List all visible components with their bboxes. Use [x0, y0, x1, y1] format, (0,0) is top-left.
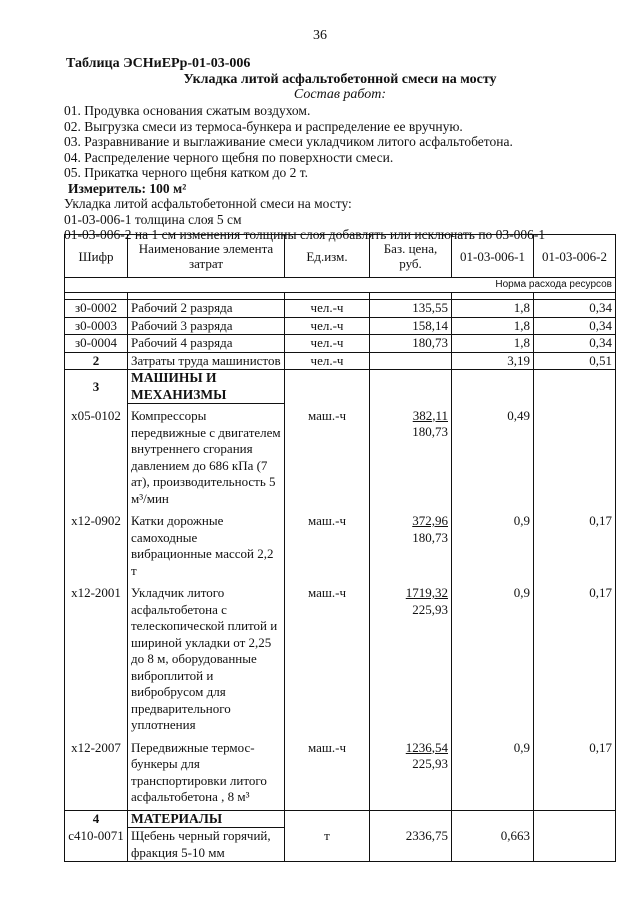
- operation-item: 04. Распределение черного щебня по поверхности смеси.: [64, 149, 394, 165]
- cell-price: 135,55: [370, 300, 452, 318]
- cell-code: з0-0003: [65, 317, 128, 335]
- cell-unit: маш.-ч: [285, 740, 370, 811]
- cell-col2: 0,17: [534, 740, 616, 811]
- price-total: 1719,32: [405, 585, 448, 600]
- cell-col1: 0,9: [452, 513, 534, 585]
- cell-price: 180,73: [370, 335, 452, 353]
- cell-col2: 0,34: [534, 335, 616, 353]
- section-code: 3: [65, 370, 128, 404]
- norm-row: [65, 278, 616, 293]
- cell-col2: 0,51: [534, 352, 616, 370]
- table-row: [65, 513, 616, 585]
- header-row: [65, 235, 616, 278]
- cell-name: Катки дорожные самоходные вибрационные массой 2,2 т: [128, 513, 285, 585]
- table-row: [65, 335, 616, 353]
- cell-price: [370, 513, 452, 585]
- header-unit: Ед.изм.: [285, 235, 370, 278]
- table-title: Таблица ЭСНиЕРр-01-03-006: [66, 56, 251, 71]
- description-line: Укладка литой асфальтобетонной смеси на мосту:: [64, 196, 352, 211]
- cell-unit: маш.-ч: [285, 585, 370, 740]
- cell-code: х12-2001: [65, 585, 128, 740]
- section-row-machines: [65, 370, 616, 404]
- cell-name: Рабочий 2 разряда: [128, 300, 285, 318]
- cell-code: 2: [65, 352, 128, 370]
- header-col2: 01-03-006-2: [534, 235, 616, 278]
- header-col1: 01-03-006-1: [452, 235, 534, 278]
- cell-unit: маш.-ч: [285, 513, 370, 585]
- cell-col1: 0,9: [452, 585, 534, 740]
- cell-col1: 0,49: [452, 404, 534, 514]
- table-row: [65, 828, 616, 862]
- cell-col2: [534, 828, 616, 862]
- cell-col1: 1,8: [452, 300, 534, 318]
- header-price: Баз. цена, руб.: [370, 235, 452, 278]
- price-wage: 225,93: [412, 601, 448, 617]
- operation-item: 02. Выгрузка смеси из термоса-бункера и распределение ее вручную.: [64, 118, 463, 134]
- cell-code: х05-0102: [65, 404, 128, 514]
- cell-price: [370, 585, 452, 740]
- price-wage: 180,73: [412, 529, 448, 545]
- operation-item: 03. Разравнивание и выглаживание смеси укладчиком литого асфальтобетона.: [64, 134, 513, 149]
- section-title: МАТЕРИАЛЫ: [128, 810, 285, 828]
- cell-price: [370, 352, 452, 370]
- cell-col1: 3,19: [452, 352, 534, 370]
- cell-code: х12-0902: [65, 513, 128, 585]
- table-row: [65, 352, 616, 370]
- table-row: [65, 300, 616, 318]
- cell-code: с410-0071: [65, 828, 128, 862]
- cell-unit: маш.-ч: [285, 404, 370, 514]
- cell-code: х12-2007: [65, 740, 128, 811]
- cell-unit: чел.-ч: [285, 317, 370, 335]
- cell-name: Компрессоры передвижные с двигателем внутреннего сгорания давлением до 686 кПа (7 ат), производительность 5 м³/мин: [128, 404, 285, 514]
- header-name: Наименование элемента затрат: [128, 235, 285, 278]
- cell-price: 158,14: [370, 317, 452, 335]
- cell-unit: т: [285, 828, 370, 862]
- page-number: 36: [313, 28, 327, 43]
- section-title: МАШИНЫ И МЕХАНИЗМЫ: [128, 370, 285, 404]
- cell-col1: 1,8: [452, 317, 534, 335]
- table-row: [65, 740, 616, 811]
- table-subtitle: Укладка литой асфальтобетонной смеси на мосту: [183, 72, 497, 87]
- cell-col2: 0,17: [534, 513, 616, 585]
- price-wage: 225,93: [412, 756, 448, 771]
- price-total: 1236,54: [405, 739, 448, 755]
- cell-col1: 0,9: [452, 740, 534, 811]
- cell-name: Передвижные термос-бункеры для транспортировки литого асфальтобетона , 8 м³: [128, 740, 285, 811]
- price-total: 382,11: [412, 407, 448, 423]
- meter-label: Измеритель: 100 м²: [68, 180, 187, 196]
- cell-name: Щебень черный горячий, фракция 5-10 мм: [128, 828, 285, 862]
- cell-price: 2336,75: [370, 828, 452, 862]
- table-row: [65, 585, 616, 740]
- price-wage: 180,73: [412, 424, 448, 439]
- cell-col2: 0,17: [534, 585, 616, 740]
- operation-item: 05. Прикатка черного щебня катком до 2 т.: [64, 165, 309, 180]
- spacer-row: [65, 293, 616, 300]
- cell-name: Затраты труда машинистов: [128, 352, 285, 370]
- operation-item: 01. Продувка основания сжатым воздухом.: [64, 103, 311, 118]
- cell-unit: чел.-ч: [285, 335, 370, 353]
- cell-col2: [534, 404, 616, 514]
- table-row: [65, 317, 616, 335]
- cell-price: [370, 740, 452, 811]
- cell-name: Рабочий 4 разряда: [128, 335, 285, 353]
- section-row-materials: [65, 810, 616, 828]
- section-code: 4: [65, 810, 128, 828]
- cell-col1: 1,8: [452, 335, 534, 353]
- cell-code: з0-0002: [65, 300, 128, 318]
- cell-col1: 0,663: [452, 828, 534, 862]
- composition-heading: Состав работ:: [293, 87, 387, 102]
- norm-label: Норма расхода ресурсов: [65, 278, 616, 293]
- cell-unit: чел.-ч: [285, 300, 370, 318]
- cell-code: з0-0004: [65, 335, 128, 353]
- cell-col2: 0,34: [534, 317, 616, 335]
- cell-name: Укладчик литого асфальтобетона с телескопической плитой и шириной укладки от 2,25 до 8 м, оборудованные виброплитой и вибробрусом для предварительного уплотнения: [128, 585, 285, 740]
- cell-col2: 0,34: [534, 300, 616, 318]
- table-row: [65, 404, 616, 514]
- description-line: 01-03-006-1 толщина слоя 5 см: [64, 211, 242, 227]
- description-line: 01-03-006-2 на 1 см изменения толщины слоя добавлять или исключать по 03-006-1: [64, 227, 546, 242]
- cell-name: Рабочий 3 разряда: [128, 317, 285, 335]
- header-code: Шифр: [65, 235, 128, 278]
- operations-list: [64, 103, 545, 243]
- cell-unit: чел.-ч: [285, 352, 370, 370]
- price-total: 372,96: [412, 513, 448, 528]
- cell-price: [370, 404, 452, 514]
- resource-table: [64, 234, 616, 862]
